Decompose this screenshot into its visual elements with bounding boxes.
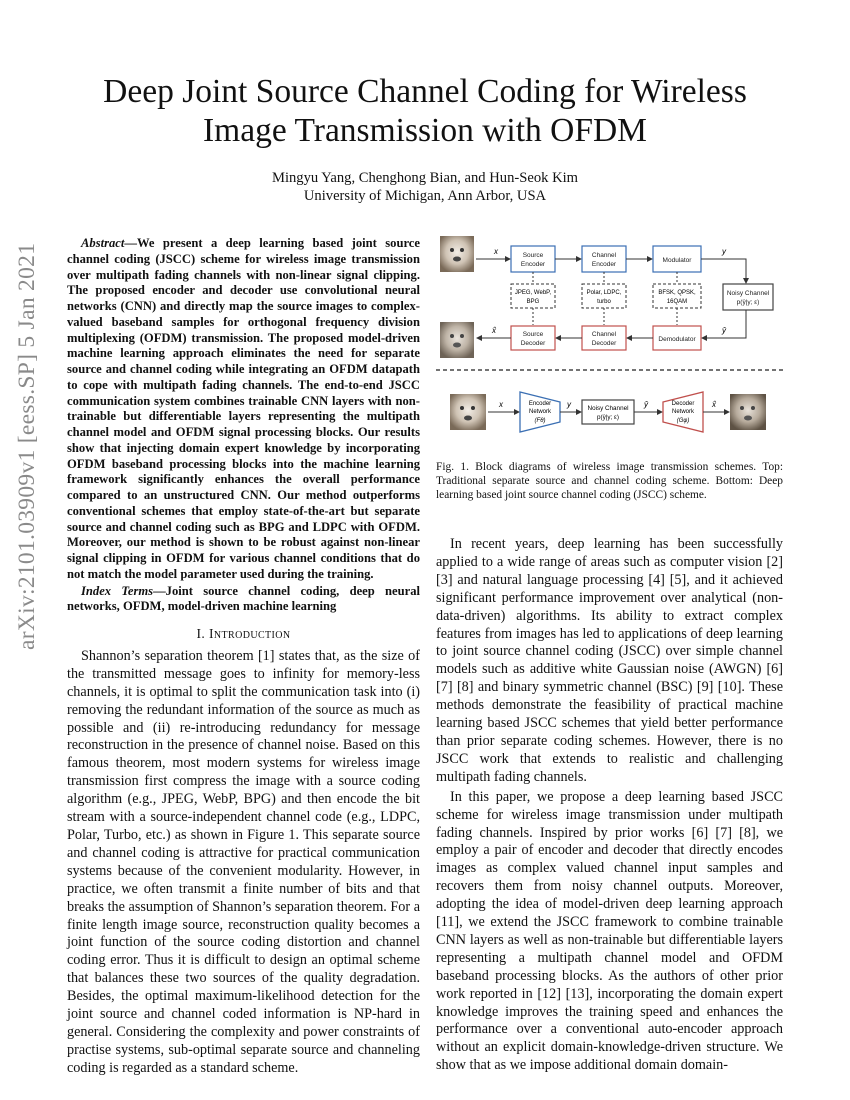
channel-decoder-label-1: Channel [591, 331, 617, 338]
label-xhat-top: x̂ [492, 326, 496, 335]
output-image-bottom [730, 394, 766, 430]
channel-encoder-label-2: Encoder [591, 261, 617, 268]
intro-paragraph-1: Shannon’s separation theorem [1] states that, as the size of the transmitted message goes to infinity for memory-less channels, it is optimal to split the communication task into (i) removing the redundant information of the source as much as possible and (ii) re-introducing redundancy for message reconstruction in the presence of channel noise. Based on this famous theorem, most modern systems for wireless image transmission first compress the image with a source coding algorithm (e.g., JPEG, WebP, BPG) and then encode the bit stream with a source-independent channel code (e.g., LDPC, Polar, Turbo, etc.) as shown in Figure 1. This separate source and channel coding is attractive for practical communication systems because of the convenient modularity. However, in practice, we often transmit a finite number of bits and that breaks the assumption of Shannon’s separation theorem. For a finite length image source, reconstruction quality becomes a joint function of the source coding distortion and channel coding error. Thus it is difficult to design an optimal scheme that balances these two sources of the quality degradation. Besides, the optimal maximum-likelihood detection for the joint source and channel coded information is NP-hard in general. Considering the complexity and power constraints of practise systems, sub-optimal separate source and channeling coding is regarded as a standard scheme. [67, 647, 420, 1076]
index-terms-text: —Joint source channel coding, deep neural networks, OFDM, model-driven machine learning [67, 583, 420, 614]
decoder-label-3: (Gφ) [676, 418, 690, 424]
modulation-options-1: BFSK, QPSK, [658, 290, 696, 296]
source-codec-options-2: BPG [526, 299, 540, 305]
right-column [436, 536, 783, 1075]
label-x-top: x [494, 247, 498, 256]
channel-encoder-label-1: Channel [591, 252, 617, 259]
abstract-heading: Abstract [81, 236, 125, 250]
abstract [67, 236, 420, 583]
author-block [60, 169, 790, 205]
figure-1-diagram [436, 234, 786, 464]
authors: Mingyu Yang, Chenghong Bian, and Hun-Seok Kim [271, 170, 579, 186]
intro-paragraph-2: In recent years, deep learning has been successfully applied to a wide range of areas such as computer vision [2] [3] and natural language processing [4] [5], and it achieved significant performance improvement over analytical (non-data-driven) algorithms. Its ability to extract complex features from images has led to applications of deep learning to joint source channel coding (JSCC) over simple channel models such as additive white Gaussian noise (AWGN) [6] [7] [8] and binary symmetric channel (BSC) [9] [10]. These methods demonstrate the feasibility of practical machine learning based JSCC schemes that yield better performance than prior separate coding schemes. However, there is no JSCC work that extends to realistic and challenging multipath fading channels. [436, 536, 783, 785]
input-image-top [440, 236, 474, 272]
channel-codec-options-1: Polar, LDPC, [586, 290, 622, 296]
left-column [67, 236, 420, 1078]
noisy-channel-bottom-label-1: Noisy Channel [587, 405, 629, 412]
decoder-label-2: Network [671, 409, 695, 415]
source-encoder-box [511, 246, 555, 272]
arrow-modulator-to-channel [701, 259, 746, 283]
channel-codec-options-2: turbo [597, 299, 611, 305]
arxiv-sidebar-stamp: arXiv:2101.03909v1 [eess.SP] 5 Jan 2021 [14, 242, 40, 650]
demodulator-label: Demodulator [658, 336, 696, 343]
figure-1-caption: Fig. 1. Block diagrams of wireless image transmission schemes. Top: Traditional separate source and channel coding scheme. Bottom: Deep learning based joint source channel coding (JSCC) scheme. [436, 461, 783, 501]
modulation-options-2: 16QAM [666, 299, 688, 305]
noisy-channel-top-label-2: p(ŷ|y; ε) [736, 299, 760, 306]
source-decoder-label-1: Source [522, 331, 544, 338]
source-encoder-label-2: Encoder [520, 261, 546, 268]
modulator-label: Modulator [662, 257, 692, 264]
channel-encoder-box [582, 246, 626, 272]
encoder-label-1: Encoder [528, 401, 552, 407]
noisy-channel-box-top [723, 284, 773, 310]
abstract-text: —We present a deep learning based joint source channel coding (JSCC) scheme for wireless image transmission over multipath fading channels with non-linear signal clipping. The proposed encoder and decoder use convolutional neural networks (CNN) and directly map the source images to complex-valued baseband samples for orthogonal frequency division multiplexing (OFDM) transmission. The proposed model-driven machine learning approach eliminates the need for separate source and channel coding while integrating an OFDM datapath to cope with multipath fading channels. The end-to-end JSCC communication system combines trainable CNN layers with non-trainable but differentiable layers representing the multipath channel model and OFDM signal processing blocks. Our results show that injecting domain expert knowledge by incorporating OFDM baseband processing blocks into the machine learning framework significantly enhances the overall performance compared to an unstructured CNN. Our method outperforms conventional schemes that employ state-of-the-art but separate source and channel coding such as BPG and LDPC with OFDM. Moreover, our method is shown to be robust against non-linear signal clipping in OFDM for various channel conditions that do not match the model parameter used during the training. [67, 236, 420, 581]
paper-title [60, 72, 790, 150]
title-line-1: Deep Joint Source Channel Coding for Wireless [103, 73, 747, 110]
section-heading-introduction: I. Introduction [196, 626, 291, 641]
encoder-label-3: (Fθ) [534, 418, 546, 424]
source-codec-options-1: JPEG, WebP, [514, 290, 552, 296]
decoder-label-1: Decoder [671, 401, 695, 407]
source-decoder-label-2: Decoder [520, 340, 546, 347]
intro-paragraph-3: In this paper, we propose a deep learning based JSCC scheme for wireless image transmission under multipath fading channels. Inspired by prior works [6] [7] [8], we employ a pair of encoder and decoder that directly encodes images as complex valued channel input samples and recovers them from noisy channel outputs. Moreover, adopting the idea of model-driven deep learning approach [11], we extend the JSCC framework to combine trainable CNN layers as well as non-trainable but differentiable layers representing a multipath channel model and OFDM baseband processing blocks. As the authors of other prior work reported in [12] [13], incorporating the domain expert knowledge improves the training speed and enhances the performance over a conventional auto-encoder approach without an explicit domain-knowledge-driven structure. We show that as we impose additional domain domain- [436, 788, 783, 1074]
label-yhat-top: ŷ [722, 326, 726, 335]
title-line-2: Image Transmission with OFDM [203, 112, 647, 149]
noisy-channel-top-label-1: Noisy Channel [726, 290, 770, 297]
index-terms [67, 584, 420, 616]
input-image-bottom [450, 394, 486, 430]
label-y-top: y [722, 247, 726, 256]
source-encoder-label-1: Source [522, 252, 544, 259]
affiliation: University of Michigan, Ann Arbor, USA [303, 188, 547, 204]
output-image-top [440, 322, 474, 358]
figure-1 [436, 234, 786, 464]
noisy-channel-bottom-label-2: p(ŷ|y; ε) [597, 414, 619, 421]
channel-decoder-label-2: Decoder [591, 340, 617, 347]
label-y-bottom: y [567, 400, 571, 409]
index-terms-heading: Index Terms [81, 583, 154, 598]
label-x-bottom: x [499, 400, 503, 409]
label-yhat-bottom: ŷ [644, 400, 648, 409]
encoder-label-2: Network [528, 409, 552, 415]
label-xhat-bottom: x̂ [712, 400, 716, 409]
